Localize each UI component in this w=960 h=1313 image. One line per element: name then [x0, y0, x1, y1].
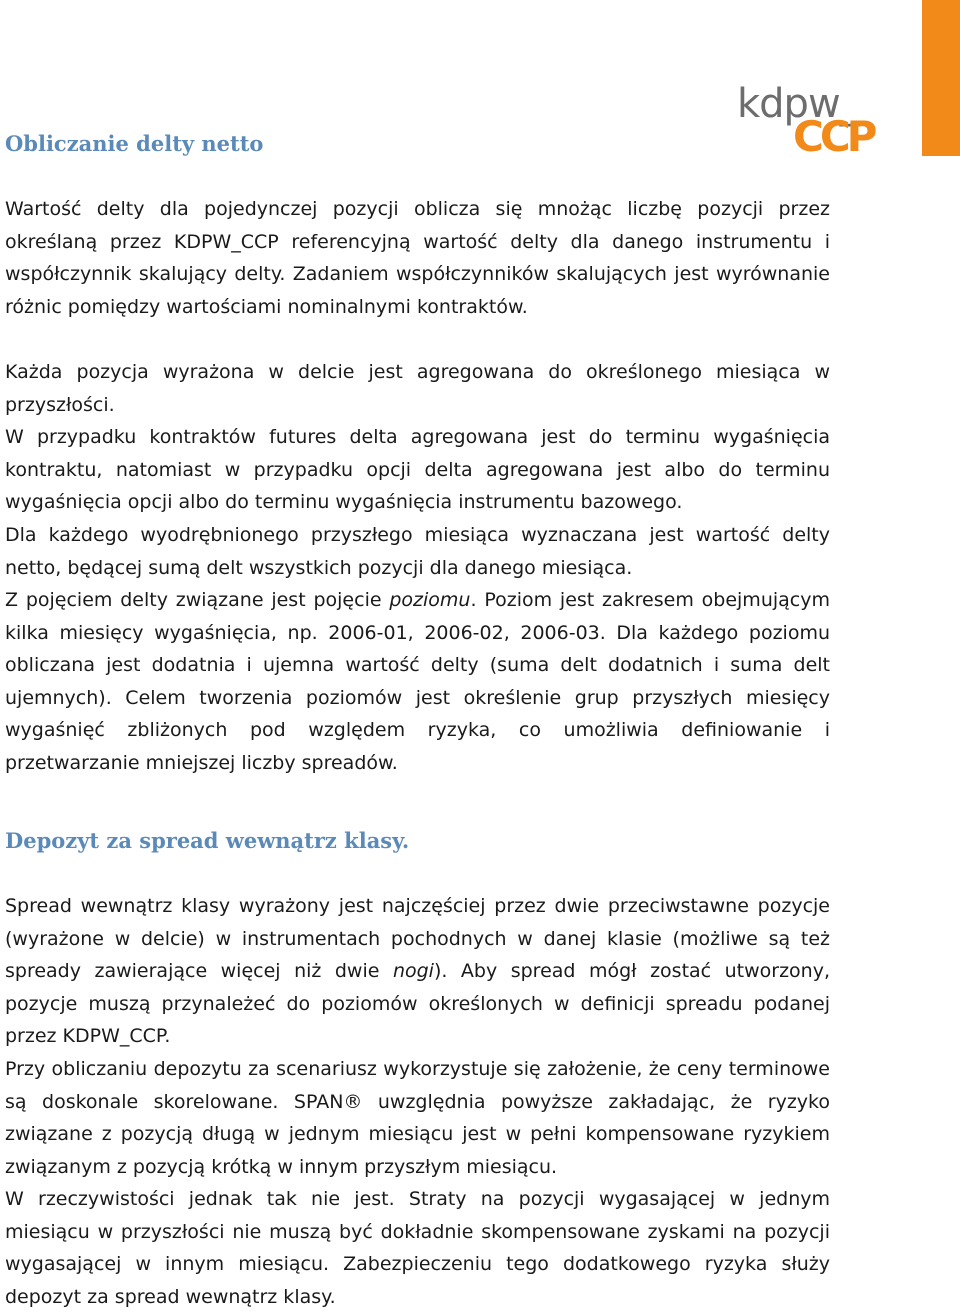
paragraph: Każda pozycja wyrażona w delcie jest agregowana do określonego miesiąca w przyszłości.	[5, 361, 830, 416]
kdpw-ccp-logo	[737, 81, 874, 162]
logo-kdpw-text: kdpw_	[737, 81, 859, 127]
paragraph: Spread wewnątrz klasy wyrażony jest najczęściej przez dwie przeciwstawne pozycje (wyrażone w delcie) w instrumentach pochodnych w danej klasie (możliwe są też spready zawierające więcej niż dwie nogi). Aby spread mógł zostać utworzony, pozycje muszą przynależeć do poziomów określonych w definicji spreadu podanej przez KDPW_CCP.	[5, 895, 830, 1048]
section-heading-delta-netto: Obliczanie delty netto	[5, 131, 264, 156]
italic-term-poziomu: poziomu	[389, 589, 471, 611]
logo-ccp-text: CCP	[793, 112, 874, 161]
paragraph: W rzeczywistości jednak tak nie jest. Straty na pozycji wygasającej w jednym miesiącu w przyszłości nie muszą być dokładnie skompensowane zyskami na pozycji wygasającej w innym miesiącu. Zabezpieczeniu tego dodatkowego ryzyka służy depozyt za spread wewnątrz klasy.	[5, 1188, 830, 1308]
corner-accent-bar	[922, 0, 960, 156]
paragraph: Wartość delty dla pojedynczej pozycji oblicza się mnożąc liczbę pozycji przez określaną przez KDPW_CCP referencyjną wartość delty dla danego instrumentu i współczynnik skalujący delty. Zadaniem współczynników skalujących jest wyrównanie różnic pomiędzy wartościami nominalnymi kontraktów.	[5, 198, 830, 318]
italic-term-nogi: nogi	[392, 960, 434, 983]
paragraph: Dla każdego wyodrębnionego przyszłego miesiąca wyznaczana jest wartość delty netto, będącej sumą delt wszystkich pozycji dla danego miesiąca.	[5, 524, 830, 579]
paragraph: Z pojęciem delty związane jest pojęcie poziomu. Poziom jest zakresem obejmującym kilka miesięcy wygaśnięcia, np. 2006-01, 2006-02, 2006-03. Dla każdego poziomu obliczana jest dodatnia i ujemna wartość delty (suma delt dodatnich i suma delt ujemnych). Celem tworzenia poziomów jest określenie grup przyszłych miesięcy wygaśnięć zbliżonych pod względem ryzyka, co umożliwia definiowanie i przetwarzanie mniejszej liczby spreadów.	[5, 589, 830, 774]
paragraph: Przy obliczaniu depozytu za scenariusz wykorzystuje się założenie, że ceny terminowe są doskonale skorelowane. SPAN® uwzględnia powyższe zakładając, że ryzyko związane z pozycją długą w jednym miesiącu jest w pełni kompensowane ryzykiem związanym z pozycją krótką w innym przyszłym miesiącu.	[5, 1058, 830, 1178]
paragraph: W przypadku kontraktów futures delta agregowana jest do terminu wygaśnięcia kontraktu, natomiast w przypadku opcji delta agregowana jest albo do terminu wygaśnięcia opcji albo do terminu wygaśnięcia instrumentu bazowego.	[5, 426, 830, 514]
section-heading-spread: Depozyt za spread wewnątrz klasy.	[5, 828, 410, 853]
